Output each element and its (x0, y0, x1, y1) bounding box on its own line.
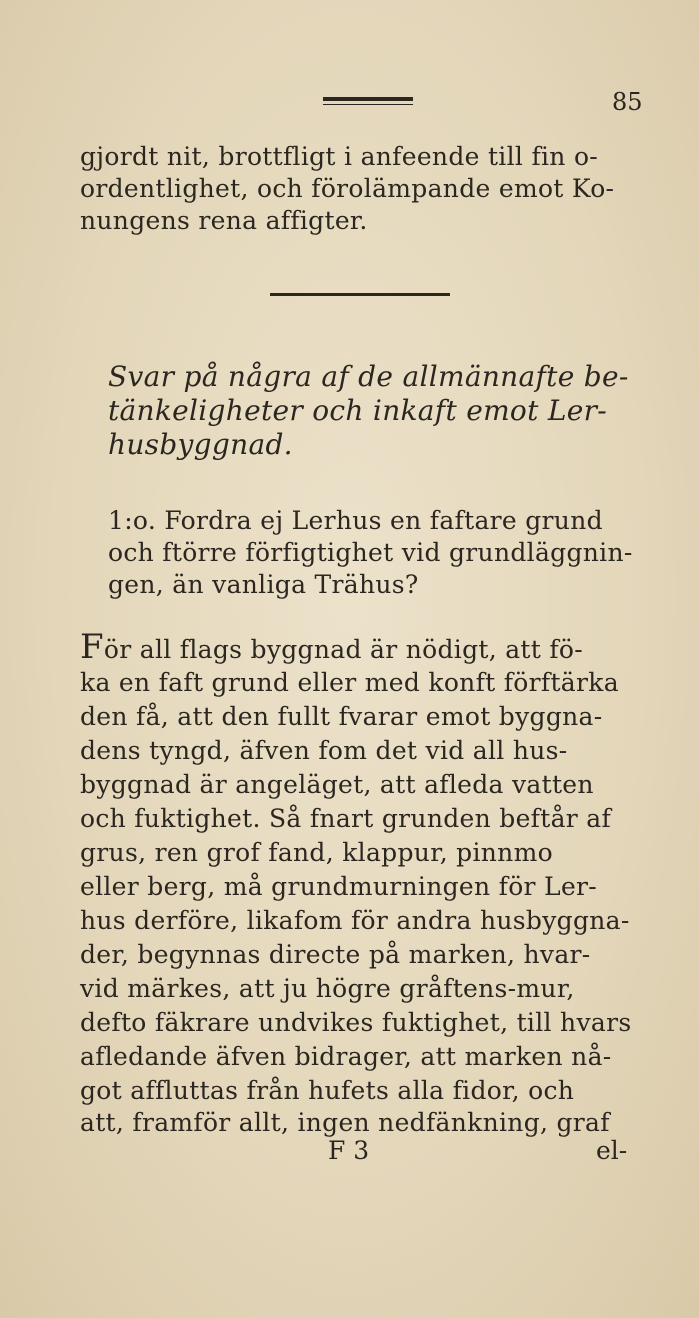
question-line: gen, än vanliga Trähus? (108, 570, 419, 599)
page-number: 85 (612, 88, 643, 116)
drop-letter: F (80, 627, 104, 667)
body-line: vid märkes, att ju högre gråftens-mur, (80, 974, 575, 1003)
signature-mark: F 3 (328, 1136, 370, 1165)
body-line: got affluttas från hufets alla fidor, och (80, 1076, 575, 1105)
header-rule (323, 97, 413, 101)
body-line: defto fäkrare undvikes fuktighet, till hvars (80, 1008, 632, 1037)
body-line: dens tyngd, äfven fom det vid all hus- (80, 736, 568, 765)
section-heading-line: husbyggnad. (108, 428, 293, 461)
body-line: och fuktighet. Så fnart grunden beftår af (80, 804, 612, 833)
continuation-line: ordentlighet, och förolämpande emot Ko- (80, 174, 615, 203)
body-first-line (80, 627, 584, 667)
question-line: 1:o. Fordra ej Lerhus en faftare grund (108, 506, 603, 535)
body-line: den få, att den fullt fvarar emot byggna- (80, 702, 603, 731)
body-line: afledande äfven bidrager, att marken nå- (80, 1042, 612, 1071)
body-first-line-text: ör all flags byggnad är nödigt, att fö- (103, 635, 584, 664)
body-line: der, begynnas directe på marken, hvar- (80, 940, 591, 969)
body-line: hus derföre, likafom för andra husbyggna- (80, 906, 630, 935)
section-divider (270, 293, 450, 296)
section-heading-line: Svar på några af de allmännafte be- (108, 360, 629, 393)
header-rule-thin (323, 104, 413, 105)
continuation-line: gjordt nit, brottfligt i anfeende till fin o- (80, 142, 599, 171)
body-line: att, framför allt, ingen nedfänkning, graf (80, 1108, 610, 1137)
section-heading-line: tänkeligheter och inkaft emot Ler- (108, 394, 608, 427)
body-line: eller berg, må grundmurningen för Ler- (80, 872, 598, 901)
body-line: byggnad är angeläget, att afleda vatten (80, 770, 594, 799)
body-line: ka en faft grund eller med konft förftärka (80, 668, 619, 697)
catchword: el- (596, 1136, 628, 1165)
continuation-line: nungens rena affigter. (80, 206, 368, 235)
question-line: och ftörre förfigtighet vid grundläggnin- (108, 538, 633, 567)
body-line: grus, ren grof fand, klappur, pinnmo (80, 838, 553, 867)
